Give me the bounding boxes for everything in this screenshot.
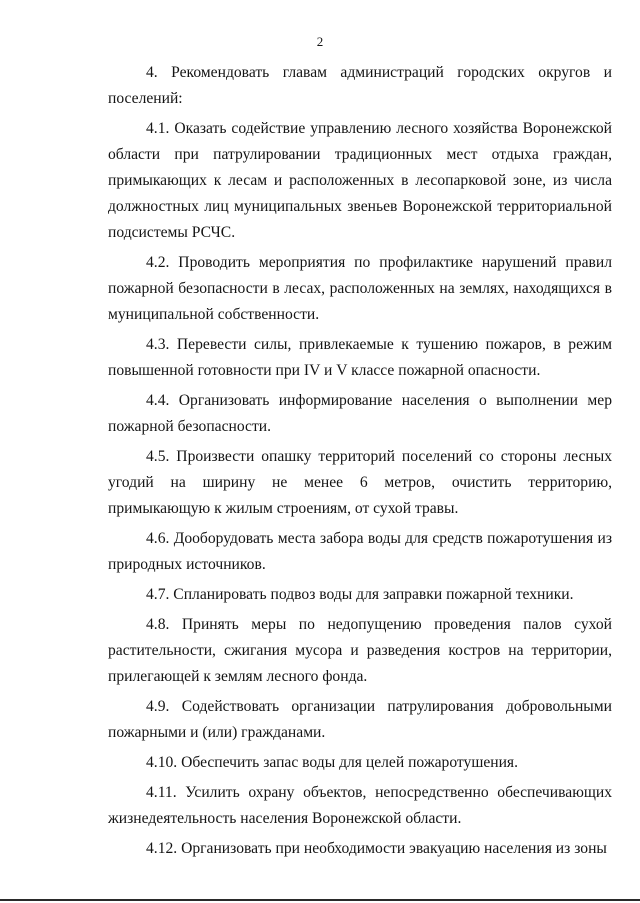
- page-number: 2: [316, 34, 324, 49]
- paragraph-4-6: 4.6. Дооборудовать места забора воды для средств пожаротушения из природных источников.: [108, 530, 612, 573]
- paragraph-4-3: 4.3. Перевести силы, привлекаемые к тушению пожаров, в режим повышенной готовности при IV и V классе пожарной опасности.: [108, 336, 612, 379]
- paragraph-4-10: 4.10. Обеспечить запас воды для целей пожаротушения.: [146, 754, 519, 771]
- paragraph-4-8: 4.8. Принять меры по недопущению проведения палов сухой растительности, сжигания мусора и разведения костров на территории, прилегающей к землям лесного фонда.: [108, 616, 612, 685]
- paragraph-4-2: 4.2. Проводить мероприятия по профилактике нарушений правил пожарной безопасности в лесах, расположенных на землях, находящихся в муниципальной собственности.: [108, 254, 612, 323]
- document-body: [108, 60, 612, 866]
- paragraph-4-4: 4.4. Организовать информирование населения о выполнении мер пожарной безопасности.: [108, 392, 612, 435]
- paragraph-4-7: 4.7. Спланировать подвоз воды для заправки пожарной техники.: [146, 586, 574, 603]
- paragraph-4-5: 4.5. Произвести опашку территорий поселений со стороны лесных угодий на ширину не менее 6 метров, очистить территорию, примыкающую к жилым строениям, от сухой травы.: [108, 448, 612, 517]
- paragraph-4-1: 4.1. Оказать содействие управлению лесного хозяйства Воронежской области при патрулировании традиционных мест отдыха граждан, примыкающих к лесам и расположенных в лесопарковой зоне, из числа должностных лиц муниципальных звеньев Воронежской территориальной подсистемы РСЧС.: [108, 120, 612, 241]
- page-bottom-edge: [0, 899, 640, 901]
- paragraph-4-9: 4.9. Содействовать организации патрулирования добровольными пожарными и (или) гражданами.: [108, 698, 612, 741]
- paragraph-4-12: 4.12. Организовать при необходимости эвакуацию населения из зоны: [146, 840, 607, 857]
- paragraph-4: 4. Рекомендовать главам администраций городских округов и поселений:: [108, 64, 612, 107]
- paragraph-4-11: 4.11. Усилить охрану объектов, непосредственно обеспечивающих жизнедеятельность населения Воронежской области.: [108, 784, 612, 827]
